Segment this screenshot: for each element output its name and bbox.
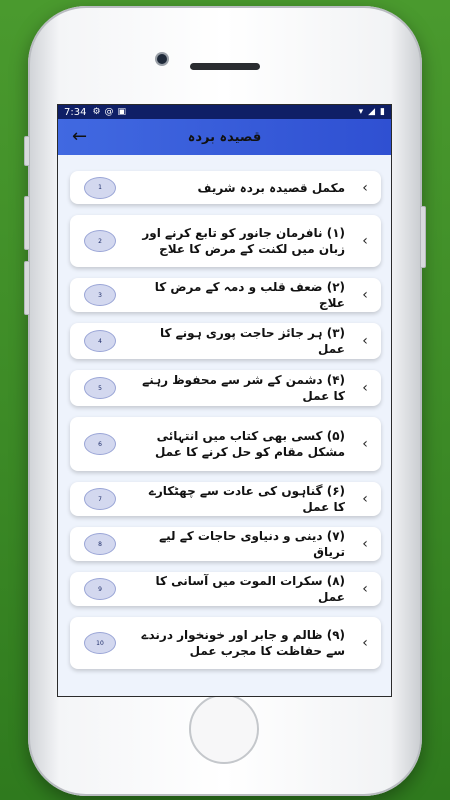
volume-up-button	[24, 196, 30, 250]
item-title: (۱) نافرمان جانور کو تابع کرنے اور زبان میں لکنت کے مرض کا علاج	[142, 226, 345, 256]
chevron-left-icon: ‹	[362, 635, 368, 651]
list-item[interactable]	[70, 215, 381, 267]
chevron-left-icon: ‹	[362, 233, 368, 249]
settings-icon: ⚙	[92, 107, 101, 117]
item-number-badge: 3	[84, 284, 116, 306]
item-title: (۲) ضعف قلب و دمہ کے مرض کا علاج	[154, 280, 345, 310]
list-item[interactable]	[70, 482, 381, 516]
chevron-left-icon: ‹	[362, 380, 368, 396]
list-item[interactable]	[70, 617, 381, 669]
list-item[interactable]	[70, 323, 381, 359]
arrow-left-icon[interactable]: ←	[72, 126, 88, 147]
item-number-badge: 1	[84, 177, 116, 199]
item-number-badge: 9	[84, 578, 116, 600]
chevron-left-icon: ‹	[362, 491, 368, 507]
app-bar	[58, 119, 391, 155]
item-title: (۵) کسی بھی کتاب میں انتہائی مشکل مقام کو حل کرنے کا عمل	[154, 429, 345, 459]
at-icon: @	[104, 107, 114, 117]
chevron-left-icon: ‹	[362, 436, 368, 452]
volume-down-button	[24, 261, 30, 315]
item-title: (۳) ہر جائز حاجت پوری ہونے کا عمل	[159, 326, 345, 356]
item-number-badge: 2	[84, 230, 116, 252]
item-title: (۷) دینی و دنیاوی حاجات کے لیے تریاق	[159, 529, 345, 559]
list-item[interactable]	[70, 171, 381, 204]
chevron-left-icon: ‹	[362, 536, 368, 552]
mute-switch	[24, 136, 30, 166]
chapter-list	[58, 155, 391, 669]
list-item[interactable]	[70, 417, 381, 471]
list-item[interactable]	[70, 572, 381, 606]
item-number-badge: 4	[84, 330, 116, 352]
list-item[interactable]	[70, 278, 381, 312]
chevron-left-icon: ‹	[362, 287, 368, 303]
home-button[interactable]	[189, 694, 259, 764]
front-camera	[157, 54, 167, 64]
notification-icon: ▣	[117, 107, 127, 117]
wifi-icon: ▾	[358, 107, 364, 117]
list-item[interactable]	[70, 527, 381, 561]
power-button	[420, 206, 426, 268]
chevron-left-icon: ‹	[362, 179, 368, 196]
status-right-icons	[359, 107, 385, 117]
page-title: قصیدہ بردہ	[187, 129, 262, 145]
battery-icon: ▮	[380, 107, 385, 117]
list-item[interactable]	[70, 370, 381, 406]
item-title: (۶) گناہوں کی عادت سے چھٹکارے کا عمل	[148, 484, 345, 514]
item-number-badge: 6	[84, 433, 116, 455]
chevron-left-icon: ‹	[362, 581, 368, 597]
item-title: (۸) سکرات الموت میں آسانی کا عمل	[155, 574, 345, 604]
earpiece-speaker	[190, 63, 260, 70]
item-title: (۴) دشمن کے شر سے محفوظ رہنے کا عمل	[142, 373, 345, 403]
item-title: مکمل قصیدہ بردہ شریف	[197, 180, 345, 195]
status-bar	[58, 105, 391, 119]
item-number-badge: 7	[84, 488, 116, 510]
status-time: 7:34	[64, 106, 87, 118]
item-title: (۹) ظالم و جابر اور خونخوار درندے سے حفاظت کا مجرب عمل	[141, 628, 345, 658]
item-number-badge: 8	[84, 533, 116, 555]
app-screen	[57, 104, 392, 697]
item-number-badge: 10	[84, 632, 116, 654]
chevron-left-icon: ‹	[362, 333, 368, 349]
item-number-badge: 5	[84, 377, 116, 399]
signal-icon: ◢	[368, 107, 376, 117]
